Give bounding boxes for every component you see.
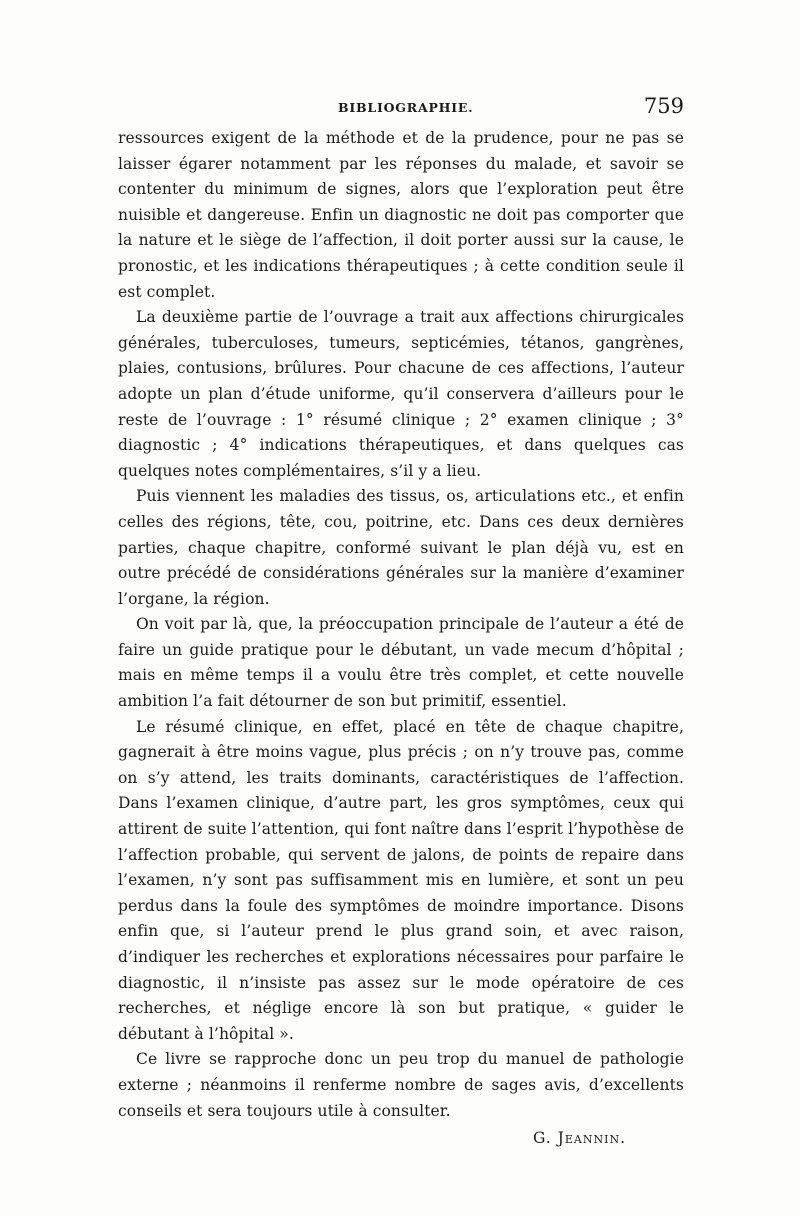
paragraph-conclusion: Ce livre se rapproche donc un peu trop du manuel de pathologie externe ; néanmoins il renferme nombre de sages avis, d’excellents conseils et sera toujours utile à consulter. (118, 1050, 684, 1120)
running-title: BIBLIOGRAPHIE. (338, 100, 474, 115)
paragraph-tissues-regions: Puis viennent les maladies des tissus, os, articulations etc., et enfin celles des régions, tête, cou, poitrine, etc. Dans ces deux dernières parties, chaque chapitre, conformé suivant le plan déjà vu, est en outre précédé de considérations générales sur la manière d’examiner l’organe, la région. (118, 487, 684, 608)
author-signature (118, 1126, 684, 1152)
paragraph-continuation: ressources exigent de la méthode et de la prudence, pour ne pas se laisser égarer notamment par les réponses du malade, et savoir se contenter du minimum de signes, alors que l’exploration peut être nuisible et dangereuse. Enfin un diagnostic ne doit pas comporter que la nature et le siège de l’affection, il doit porter aussi sur la cause, le pronostic, et les indications thérapeutiques ; à cette condition seule il est complet. (118, 129, 684, 301)
signature-initial: G. (532, 1129, 552, 1148)
paragraph-clinical-summary: Le résumé clinique, en effet, placé en tête de chaque chapitre, gagnerait à être moins vague, plus précis ; on n’y trouve pas, comme on s’y attend, les traits dominants, caractéristiques de l’affection. Dans l’examen clinique, d’autre part, les gros symptômes, ceux qui attirent de suite l’attention, qui font naître dans l’esprit l’hypothèse de l’affection probable, qui servent de jalons, de points de repaire dans l’examen, n’y sont pas suffisamment mis en lumière, et sont un peu perdus dans la foule des symptômes de moindre importance. Disons enfin que, si l’auteur prend le plus grand soin, et avec raison, d’indiquer les recherches et explorations nécessaires pour parfaire le diagnostic, il n’insiste pas assez sur le mode opératoire de ces recherches, et néglige encore là son but pratique, « guider le débutant à l’hôpital ». (118, 717, 684, 1043)
running-head (118, 94, 684, 120)
signature-surname: Jeannin. (557, 1129, 626, 1148)
paragraph-main-concern: On voit par là, que, la préoccupation principale de l’auteur a été de faire un guide pratique pour le débutant, un vade mecum d’hôpital ; mais en même temps il a voulu être très complet, et cette nouvelle ambition l’a fait détourner de son but primitif, essentiel. (118, 615, 684, 711)
page-number: 759 (643, 94, 684, 118)
body-text (118, 126, 684, 1152)
paragraph-second-part: La deuxième partie de l’ouvrage a trait aux affections chirurgicales générales, tuberculoses, tumeurs, septicémies, tétanos, gangrènes, plaies, contusions, brûlures. Pour chacune de ces affections, l’auteur adopte un plan d’étude uniforme, qu’il conservera d’ailleurs pour le reste de l’ouvrage : 1° résumé clinique ; 2° examen clinique ; 3° diagnostic ; 4° indications thérapeutiques, et dans quelques cas quelques notes complémentaires, s’il y a lieu. (118, 308, 684, 480)
